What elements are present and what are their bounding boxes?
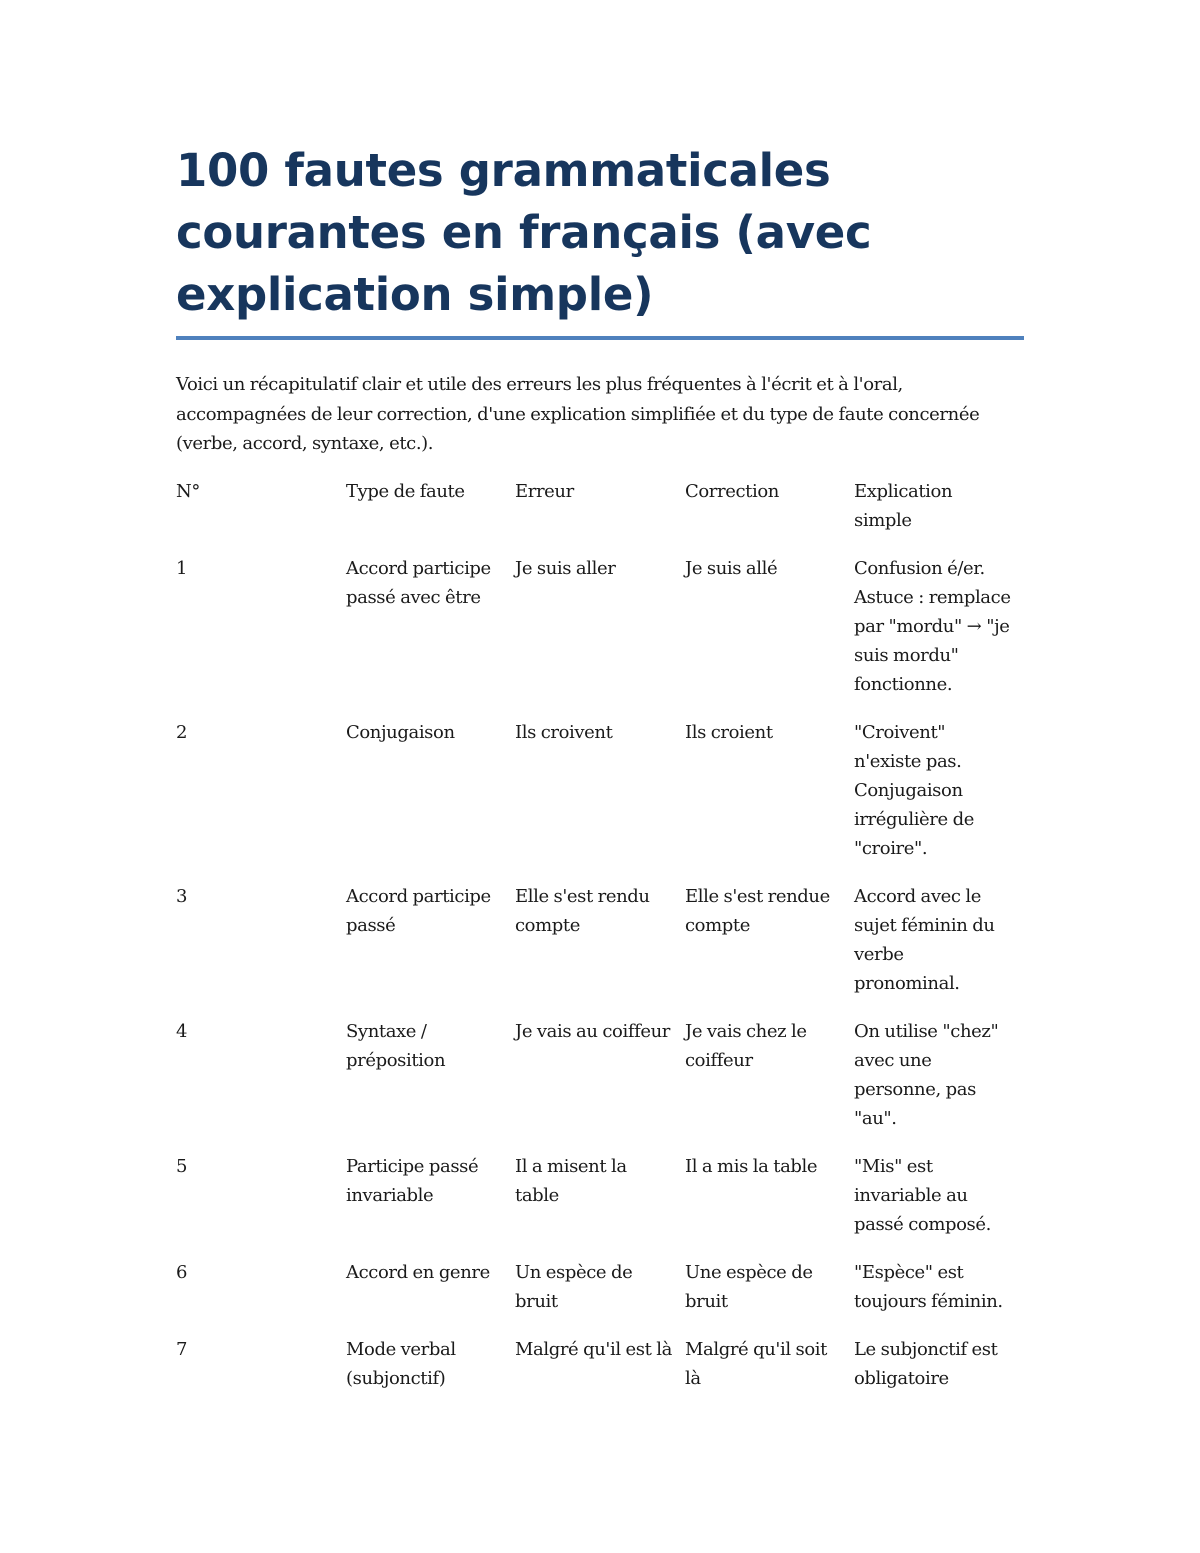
cell-error: Il a misent la table bbox=[515, 1155, 627, 1206]
cell-explanation: Confusion é/er. Astuce : remplace par "mordu" → "je suis mordu" fonctionne. bbox=[854, 557, 1011, 695]
cell-num: 3 bbox=[176, 885, 188, 907]
table-row bbox=[176, 1152, 1024, 1258]
cell-error: Malgré qu'il est là bbox=[515, 1338, 672, 1360]
cell-type: Syntaxe / préposition bbox=[346, 1020, 446, 1071]
intro-paragraph: Voici un récapitulatif clair et utile des erreurs les plus fréquentes à l'écrit et à l'oral, accompagnées de leur correction, d'une explication simplifiée et du type de faute concernée (verbe, accord, syntaxe, etc.). bbox=[176, 374, 980, 454]
cell-num: 7 bbox=[176, 1338, 188, 1360]
cell-correction: Malgré qu'il soit là bbox=[685, 1338, 827, 1389]
cell-correction: Ils croient bbox=[685, 721, 773, 743]
cell-error: Je suis aller bbox=[515, 557, 616, 579]
cell-type: Accord participe passé bbox=[346, 885, 491, 936]
cell-type: Mode verbal (subjonctif) bbox=[346, 1338, 456, 1389]
header-error: Erreur bbox=[515, 480, 574, 502]
title-underline bbox=[176, 336, 1024, 340]
header-type: Type de faute bbox=[346, 480, 465, 502]
cell-explanation: "Mis" est invariable au passé composé. bbox=[854, 1155, 991, 1235]
cell-error: Je vais au coiffeur bbox=[515, 1020, 671, 1042]
cell-explanation: "Croivent" n'existe pas. Conjugaison irrégulière de "croire". bbox=[854, 721, 974, 859]
cell-explanation: On utilise "chez" avec une personne, pas "au". bbox=[854, 1020, 999, 1129]
table-header-row bbox=[176, 477, 1024, 554]
cell-explanation: "Espèce" est toujours féminin. bbox=[854, 1261, 1003, 1312]
cell-num: 6 bbox=[176, 1261, 188, 1283]
document-page bbox=[176, 140, 1024, 1412]
table-row bbox=[176, 554, 1024, 718]
table-row bbox=[176, 1335, 1024, 1412]
table-row bbox=[176, 1017, 1024, 1152]
cell-error: Elle s'est rendu compte bbox=[515, 885, 650, 936]
document-title: 100 fautes grammaticales courantes en français (avec explication simple) bbox=[176, 144, 872, 321]
cell-explanation: Le subjonctif est obligatoire bbox=[854, 1338, 998, 1389]
cell-type: Accord participe passé avec être bbox=[346, 557, 491, 608]
cell-num: 2 bbox=[176, 721, 188, 743]
cell-num: 5 bbox=[176, 1155, 188, 1177]
table-row bbox=[176, 1258, 1024, 1335]
table-row bbox=[176, 882, 1024, 1017]
cell-correction: Elle s'est rendue compte bbox=[685, 885, 830, 936]
cell-explanation: Accord avec le sujet féminin du verbe pronominal. bbox=[854, 885, 995, 994]
cell-num: 1 bbox=[176, 557, 188, 579]
cell-error: Un espèce de bruit bbox=[515, 1261, 633, 1312]
cell-correction: Je suis allé bbox=[685, 557, 778, 579]
cell-type: Accord en genre bbox=[346, 1261, 490, 1283]
cell-num: 4 bbox=[176, 1020, 188, 1042]
cell-correction: Une espèce de bruit bbox=[685, 1261, 813, 1312]
cell-correction: Je vais chez le coiffeur bbox=[685, 1020, 807, 1071]
cell-error: Ils croivent bbox=[515, 721, 613, 743]
table-row bbox=[176, 718, 1024, 882]
header-num: N° bbox=[176, 480, 200, 502]
faults-table bbox=[176, 477, 1024, 1412]
header-explanation: Explication simple bbox=[854, 480, 953, 531]
header-correction: Correction bbox=[685, 480, 779, 502]
cell-type: Participe passé invariable bbox=[346, 1155, 479, 1206]
cell-type: Conjugaison bbox=[346, 721, 455, 743]
cell-correction: Il a mis la table bbox=[685, 1155, 818, 1177]
